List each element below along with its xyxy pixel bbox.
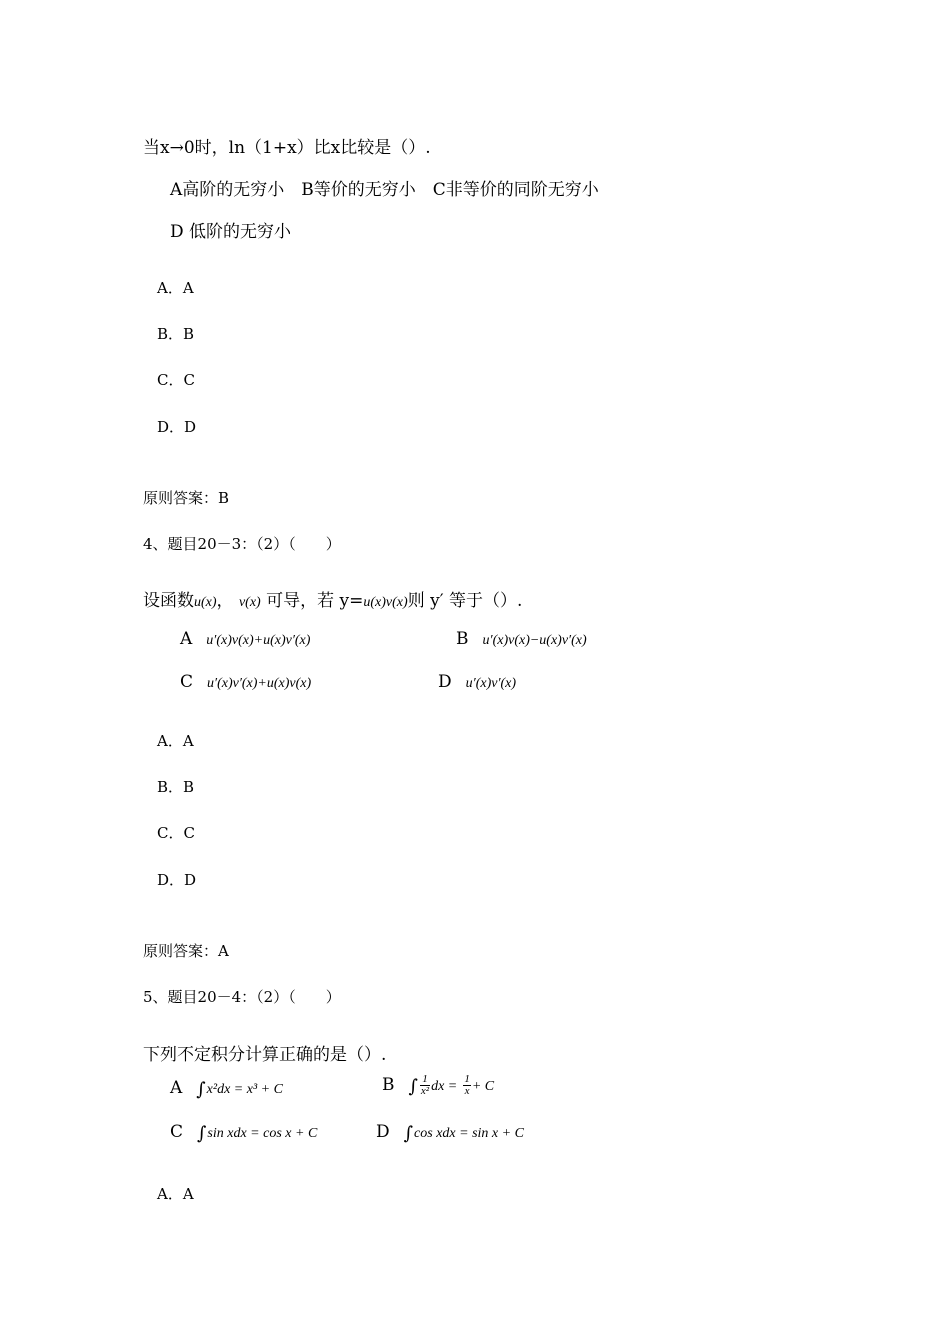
q4-option-c-formula: u′(x)v′(x)+u(x)v(x) bbox=[207, 676, 312, 691]
q5-option-c-formula: sin xdx = cos x + C bbox=[207, 1126, 318, 1141]
q4-choice-b[interactable]: B．B bbox=[157, 778, 195, 796]
q5-option-a-formula: x²dx = x³ + C bbox=[206, 1082, 283, 1097]
q5-option-b-label: B bbox=[382, 1075, 395, 1095]
q4-option-d-formula: u′(x)v′(x) bbox=[465, 676, 517, 691]
q4-option-b-formula: u′(x)v(x)−u(x)v′(x) bbox=[482, 633, 587, 648]
q4-option-a-label: A bbox=[180, 629, 193, 649]
q4-stem-pre: 设函数 bbox=[143, 591, 194, 611]
q4-choice-a[interactable]: A．A bbox=[157, 732, 194, 750]
q4-stem-v: v(x) bbox=[238, 595, 261, 610]
q3-answer: 原则答案：B bbox=[143, 489, 230, 507]
q4-option-d bbox=[438, 672, 516, 692]
q5-option-a bbox=[170, 1078, 283, 1100]
q4-option-b bbox=[456, 629, 587, 649]
q5-option-b-tail: + C bbox=[471, 1079, 495, 1094]
q5-header: 5、题目20－4：（2）（ ） bbox=[143, 988, 341, 1006]
q4-stem-post: 则 y′ 等于（）. bbox=[407, 591, 523, 611]
q5-option-c bbox=[170, 1122, 317, 1144]
integral-icon: ∫ bbox=[196, 1079, 206, 1100]
q3-options-line1: A高阶的无穷小 B等价的无穷小 C非等价的同阶无穷小 bbox=[170, 180, 599, 200]
q4-stem-sep: ， bbox=[216, 591, 234, 611]
q5-option-c-label: C bbox=[170, 1122, 184, 1142]
q5-option-d-label: D bbox=[376, 1122, 390, 1142]
q4-choice-c[interactable]: C．C bbox=[157, 824, 195, 842]
q3-choice-d[interactable]: D．D bbox=[157, 418, 197, 436]
q5-option-d-formula: cos xdx = sin x + C bbox=[414, 1126, 524, 1141]
q4-option-a bbox=[180, 629, 310, 649]
q4-stem bbox=[143, 586, 522, 611]
q5-stem: 下列不定积分计算正确的是（）. bbox=[143, 1045, 387, 1065]
q4-stem-u: u(x) bbox=[194, 595, 217, 610]
q3-stem: 当x→0时，ln（1+x）比x比较是（）. bbox=[143, 138, 431, 158]
q4-option-a-formula: u′(x)v(x)+u(x)v′(x) bbox=[206, 633, 311, 648]
q4-stem-mid: 可导，若 y= bbox=[266, 591, 364, 611]
q4-stem-uv: u(x)v(x) bbox=[363, 595, 408, 610]
q4-choice-d[interactable]: D．D bbox=[157, 871, 197, 889]
integral-icon: ∫ bbox=[197, 1123, 207, 1144]
q5-choice-a[interactable]: A．A bbox=[157, 1185, 194, 1203]
q4-option-c bbox=[180, 672, 311, 692]
q5-option-a-label: A bbox=[170, 1078, 183, 1098]
q4-option-b-label: B bbox=[456, 629, 469, 649]
q4-option-c-label: C bbox=[180, 672, 194, 692]
q5-option-b-fraction: $\frac{1}{\text{x²}}$ bbox=[420, 1073, 430, 1097]
integral-icon: ∫ bbox=[403, 1123, 414, 1144]
q4-option-d-label: D bbox=[438, 672, 452, 692]
integral-icon: ∫ bbox=[408, 1076, 418, 1097]
q4-answer: 原则答案：A bbox=[143, 942, 229, 960]
q3-choice-a[interactable]: A．A bbox=[157, 279, 194, 297]
q3-choice-b[interactable]: B．B bbox=[157, 325, 195, 343]
q5-option-d bbox=[376, 1122, 524, 1144]
q5-option-b-fraction2: $\frac{1}{x}$ bbox=[464, 1073, 470, 1097]
q5-option-b-mid: dx = bbox=[431, 1079, 458, 1094]
q4-header: 4、题目20－3：（2）（ ） bbox=[143, 535, 341, 553]
q3-choice-c[interactable]: C．C bbox=[157, 371, 195, 389]
q5-option-b bbox=[382, 1074, 494, 1097]
q3-options-line2: D 低阶的无穷小 bbox=[170, 222, 292, 242]
